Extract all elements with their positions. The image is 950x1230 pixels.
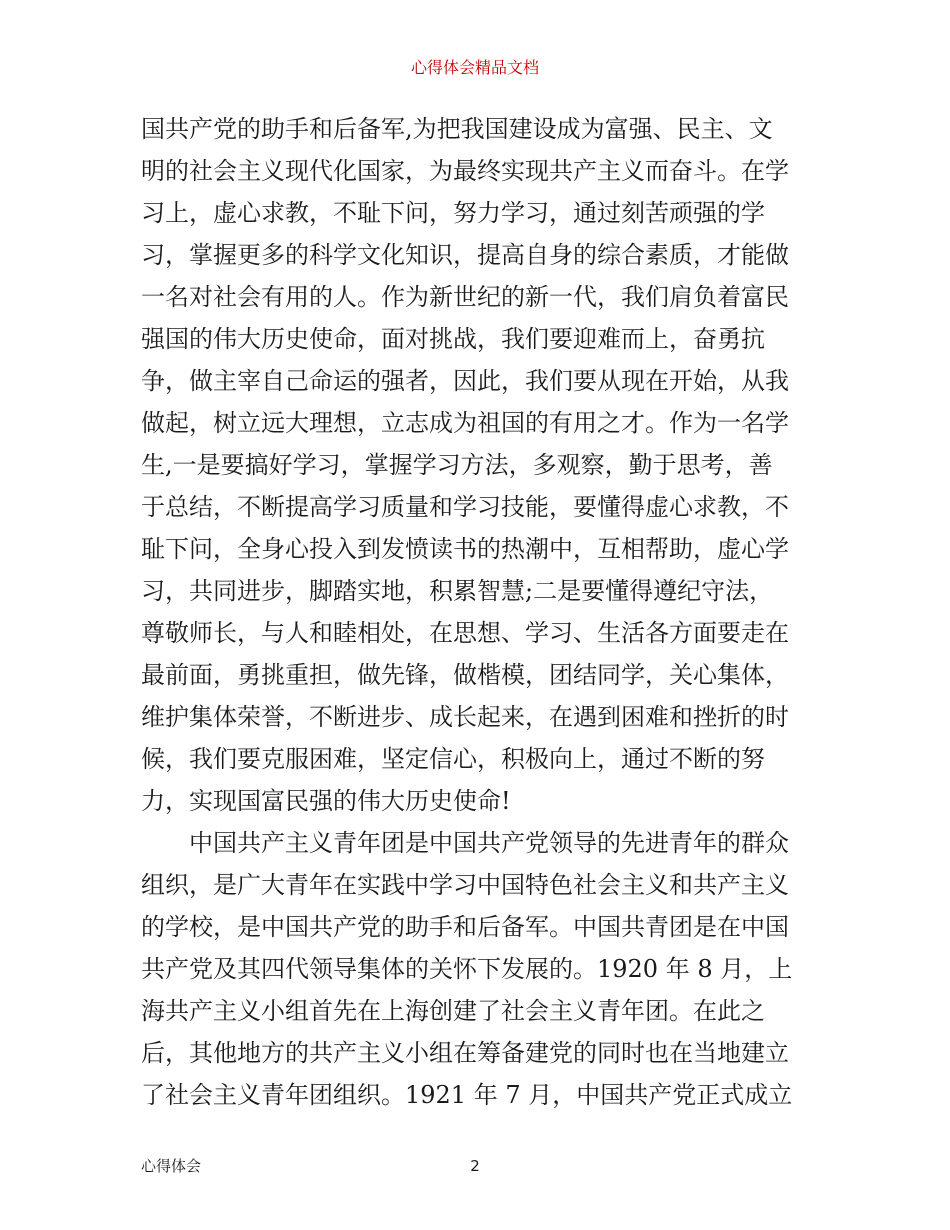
text-line: 最前面，勇挑重担，做先锋，做楷模，团结同学，关心集体， xyxy=(141,661,789,689)
text-line: 组织，是广大青年在实践中学习中国特色社会主义和共产主义 xyxy=(141,871,789,899)
text-line: 的学校，是中国共产党的助手和后备军。中国共青团是在中国 xyxy=(141,913,789,941)
text-line: 候，我们要克服困难，坚定信心，积极向上，通过不断的努 xyxy=(141,745,765,773)
text-line: 海共产主义小组首先在上海创建了社会主义青年团。在此之 xyxy=(141,997,765,1025)
text-line: 共产党及其四代领导集体的关怀下发展的。1920 年 8 月，上 xyxy=(141,955,793,983)
text-line: 一名对社会有用的人。作为新世纪的新一代，我们肩负着富民 xyxy=(141,283,789,311)
text-line: 习，共同进步，脚踏实地，积累智慧;二是要懂得遵纪守法， xyxy=(141,577,774,605)
page-header-title: 心得体会精品文档 xyxy=(410,58,539,77)
document-body xyxy=(141,108,811,1116)
text-line: 于总结，不断提高学习质量和学习技能，要懂得虚心求教，不 xyxy=(141,493,789,521)
text-line: 耻下问，全身心投入到发愤读书的热潮中，互相帮助，虚心学 xyxy=(141,535,789,563)
text-line: 明的社会主义现代化国家，为最终实现共产主义而奋斗。在学 xyxy=(141,157,789,185)
page-number: 2 xyxy=(470,1157,480,1175)
text-line: 力，实现国富民强的伟大历史使命! xyxy=(141,787,511,815)
text-line: 习上，虚心求教，不耻下问，努力学习，通过刻苦顽强的学 xyxy=(141,199,765,227)
text-line: 后，其他地方的共产主义小组在筹备建党的同时也在当地建立 xyxy=(141,1039,789,1067)
text-line: 强国的伟大历史使命，面对挑战，我们要迎难而上，奋勇抗 xyxy=(141,325,765,353)
footer-label: 心得体会 xyxy=(141,1157,202,1175)
text-line: 生,一是要搞好学习，掌握学习方法，多观察，勤于思考，善 xyxy=(141,451,773,479)
text-line: 国共产党的助手和后备军,为把我国建设成为富强、民主、文 xyxy=(141,115,773,143)
text-line: 争，做主宰自己命运的强者，因此，我们要从现在开始，从我 xyxy=(141,367,789,395)
text-line: 尊敬师长，与人和睦相处，在思想、学习、生活各方面要走在 xyxy=(141,619,789,647)
text-line: 了社会主义青年团组织。1921 年 7 月，中国共产党正式成立 xyxy=(141,1081,793,1109)
text-line: 做起，树立远大理想，立志成为祖国的有用之才。作为一名学 xyxy=(141,409,789,437)
text-line: 中国共产主义青年团是中国共产党领导的先进青年的群众 xyxy=(141,829,789,857)
text-line: 习，掌握更多的科学文化知识，提高自身的综合素质，才能做 xyxy=(141,241,789,269)
text-line: 维护集体荣誉，不断进步、成长起来，在遇到困难和挫折的时 xyxy=(141,703,789,731)
